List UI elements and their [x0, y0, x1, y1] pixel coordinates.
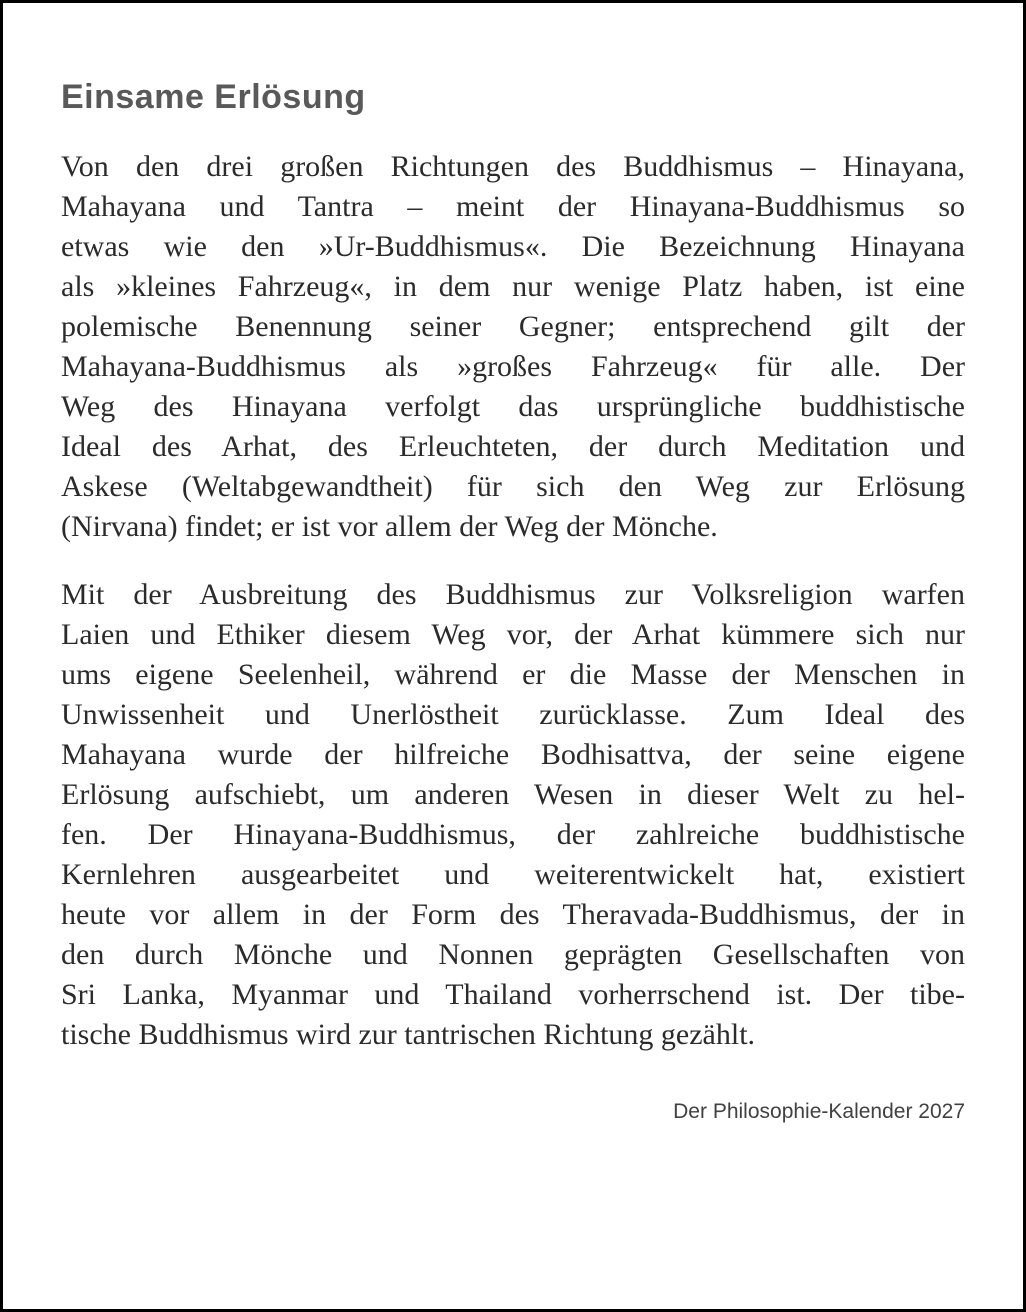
text-line: fen. Der Hinayana-Buddhismus, der zahlreiche buddhistische — [61, 818, 965, 851]
text-line: polemische Benennung seiner Gegner; entsprechend gilt der — [61, 310, 965, 343]
text-line: als »kleines Fahrzeug«, in dem nur wenige Platz haben, ist eine — [61, 270, 965, 303]
text-line: Mahayana-Buddhismus als »großes Fahrzeug« für alle. Der — [61, 350, 965, 383]
text-line: etwas wie den »Ur-Buddhismus«. Die Bezeichnung Hinayana — [61, 230, 965, 263]
text-line: Mahayana und Tantra – meint der Hinayana-Buddhismus so — [61, 190, 965, 223]
paragraph-2 — [61, 575, 965, 1055]
text-line: Von den drei großen Richtungen des Buddhismus – Hinayana, — [61, 150, 965, 183]
text-line: Laien und Ethiker diesem Weg vor, der Arhat kümmere sich nur — [61, 618, 965, 651]
text-line: Weg des Hinayana verfolgt das ursprüngliche buddhistische — [61, 390, 965, 423]
text-line: Mit der Ausbreitung des Buddhismus zur Volksreligion warfen — [61, 578, 965, 611]
text-line: tische Buddhismus wird zur tantrischen Richtung gezählt. — [61, 1018, 756, 1051]
text-line: ums eigene Seelenheil, während er die Masse der Menschen in — [61, 658, 965, 691]
footer-credit: Der Philosophie-Kalender 2027 — [673, 1100, 965, 1123]
paragraph-1 — [61, 147, 965, 547]
text-line: Mahayana wurde der hilfreiche Bodhisattva, der seine eigene — [61, 738, 965, 771]
text-line: Askese (Weltabgewandtheit) für sich den Weg zur Erlösung — [61, 470, 965, 503]
text-line: (Nirvana) findet; er ist vor allem der Weg der Mönche. — [61, 510, 718, 543]
text-line: Unwissenheit und Unerlöstheit zurücklasse. Zum Ideal des — [61, 698, 965, 731]
text-line: den durch Mönche und Nonnen geprägten Gesellschaften von — [61, 938, 965, 971]
text-line: heute vor allem in der Form des Theravada-Buddhismus, der in — [61, 898, 965, 931]
text-line: Kernlehren ausgearbeitet und weiterentwickelt hat, existiert — [61, 858, 965, 891]
text-line: Erlösung aufschiebt, um anderen Wesen in dieser Welt zu hel- — [61, 778, 965, 811]
text-line: Ideal des Arhat, des Erleuchteten, der durch Meditation und — [61, 430, 965, 463]
text-line: Sri Lanka, Myanmar und Thailand vorherrschend ist. Der tibe- — [61, 978, 965, 1011]
page-title: Einsame Erlösung — [61, 78, 366, 116]
